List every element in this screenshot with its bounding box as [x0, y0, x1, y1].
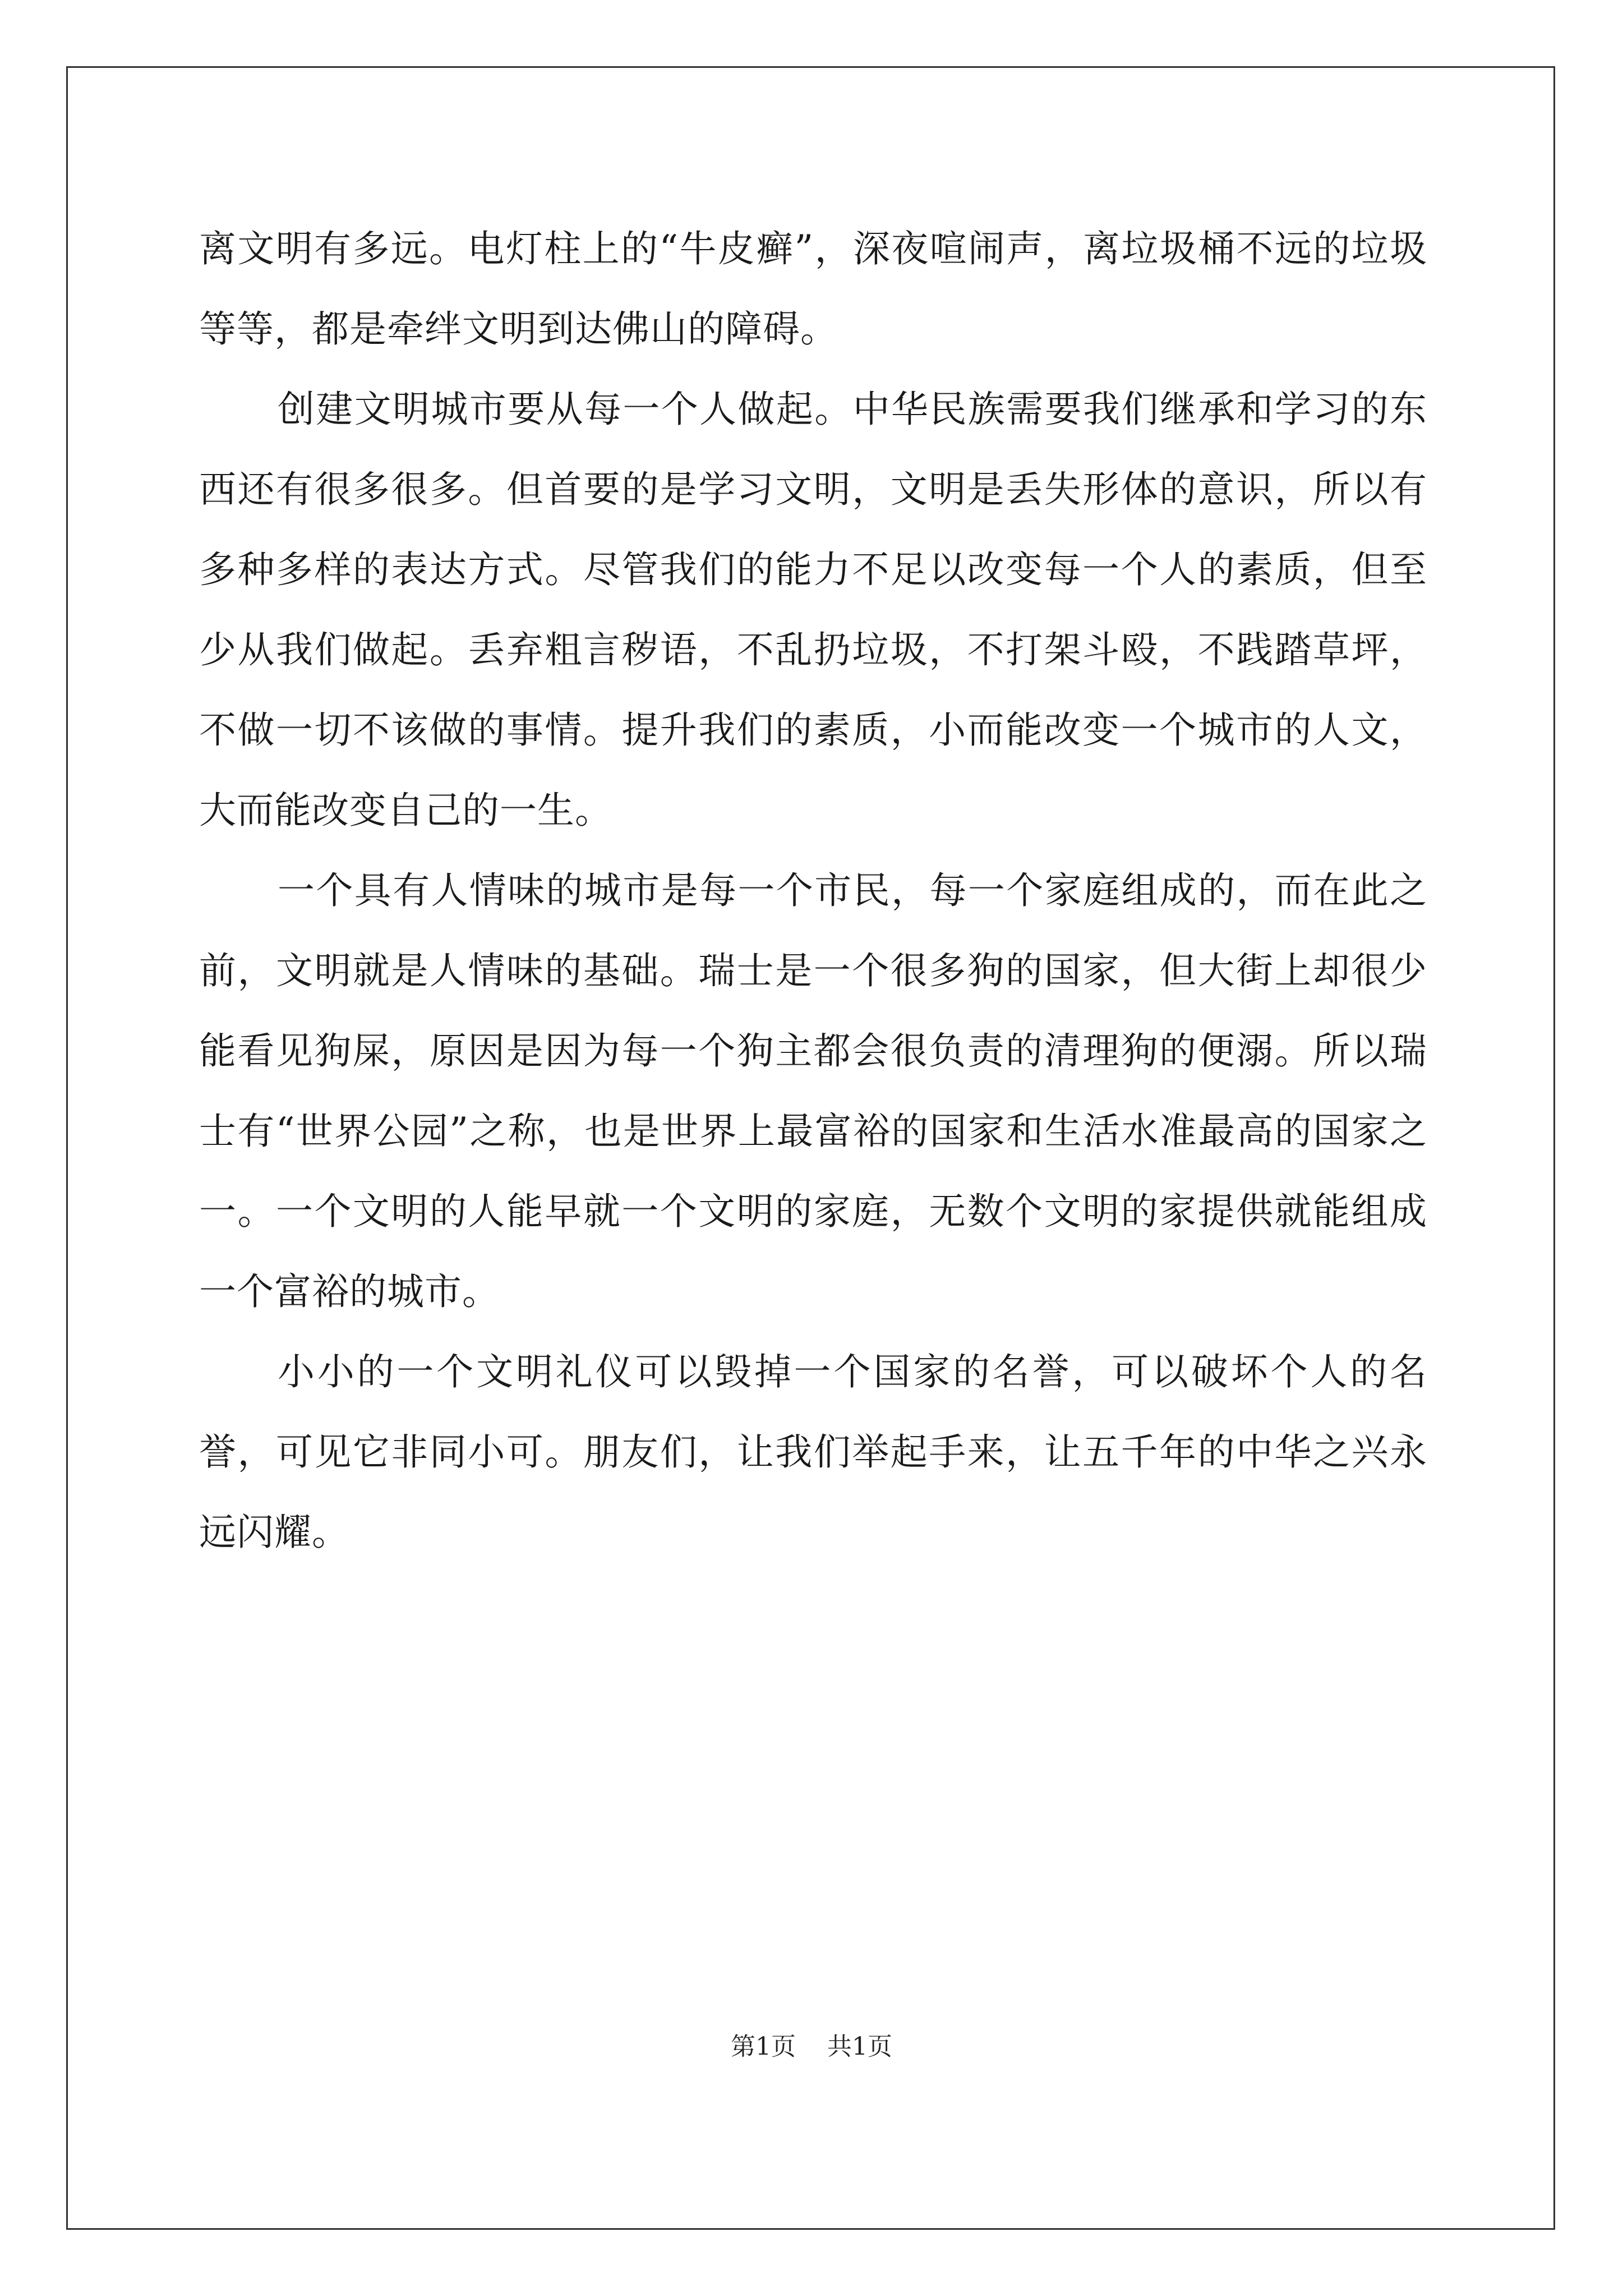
document-body: [199, 209, 1427, 1572]
page-footer: [0, 2026, 1623, 2062]
paragraph-3: 一个具有人情味的城市是每一个市民，每一个家庭组成的，而在此之前，文明就是人情味的基础。瑞士是一个很多狗的国家，但大街上却很少能看见狗屎，原因是因为每一个狗主都会很负责的清理狗的便溺。所以瑞士有“世界公园”之称，也是世界上最富裕的国家和生活水准最高的国家之一。一个文明的人能早就一个文明的家庭，无数个文明的家提供就能组成一个富裕的城市。: [199, 869, 1427, 1313]
paragraph-2: 创建文明城市要从每一个人做起。中华民族需要我们继承和学习的东西还有很多很多。但首要的是学习文明，文明是丢失形体的意识，所以有多种多样的表达方式。尽管我们的能力不足以改变每一个人的素质，但至少从我们做起。丢弃粗言秽语，不乱扔垃圾，不打架斗殴，不践踏草坪，不做一切不该做的事情。提升我们的素质，小而能改变一个城市的人文，大而能改变自己的一生。: [199, 388, 1427, 832]
paragraph-1: 离文明有多远。电灯柱上的“牛皮癣”，深夜喧闹声，离垃圾桶不远的垃圾等等，都是牵绊文明到达佛山的障碍。: [199, 227, 1427, 351]
page-number-current: 第1页: [731, 2032, 796, 2061]
paragraph-4: 小小的一个文明礼仪可以毁掉一个国家的名誉，可以破坏个人的名誉，可见它非同小可。朋友们，让我们举起手来，让五千年的中华之兴永远闪耀。: [199, 1350, 1427, 1554]
page-number-total: 共1页: [827, 2032, 892, 2061]
